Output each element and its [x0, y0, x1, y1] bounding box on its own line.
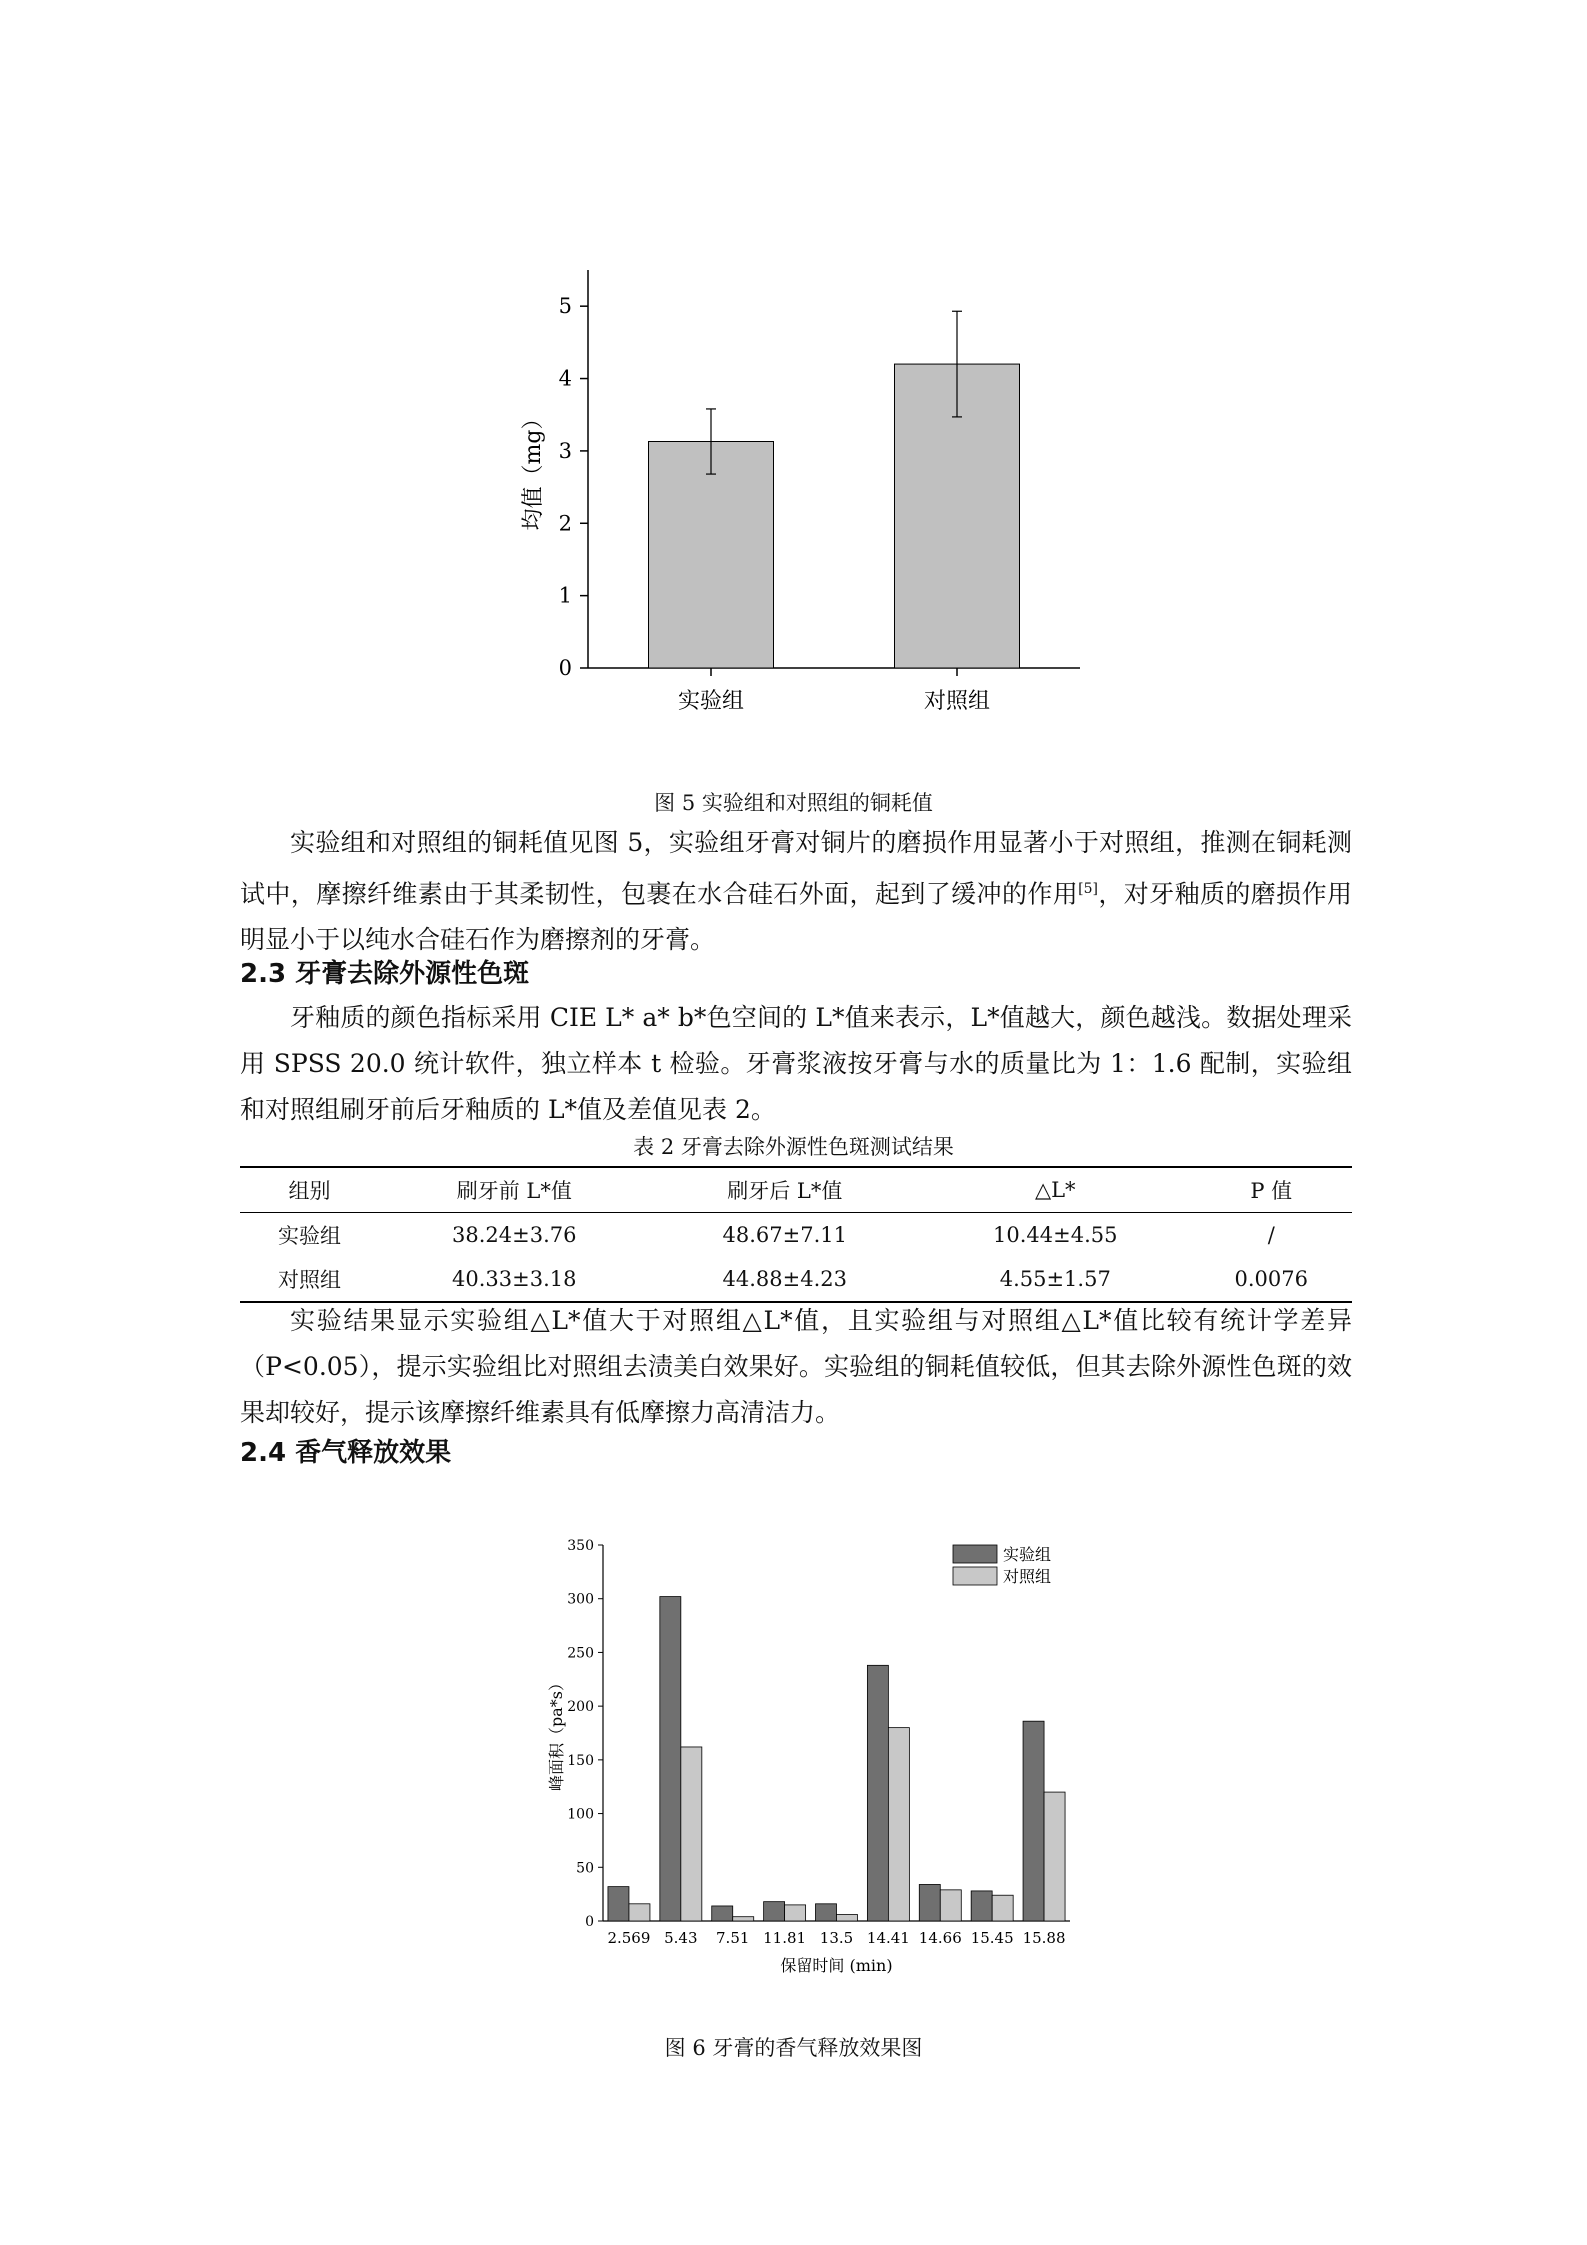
y-tick-label: 100 [567, 1806, 594, 1823]
bar-control [992, 1895, 1013, 1921]
table-header-cell: 刷牙前 L*值 [379, 1167, 650, 1213]
bar-experimental [971, 1891, 992, 1921]
table-header-cell: 组别 [240, 1167, 379, 1213]
y-tick-label: 50 [576, 1860, 594, 1877]
table-cell: / [1267, 1223, 1275, 1247]
x-tick-label: 15.45 [970, 1929, 1014, 1947]
table-row [240, 1257, 1352, 1302]
legend-swatch [953, 1545, 997, 1563]
bar-experimental [712, 1906, 733, 1921]
bar-experimental [660, 1597, 681, 1921]
legend-label: 对照组 [1003, 1567, 1052, 1586]
table-cell: 实验组 [278, 1224, 341, 1248]
x-tick-label: 2.569 [607, 1929, 651, 1947]
y-tick-label: 5 [558, 294, 572, 319]
table-cell: 44.88±4.23 [650, 1257, 921, 1302]
table2 [240, 1166, 1352, 1303]
table-cell: 40.33±3.18 [379, 1257, 650, 1302]
y-tick-label: 200 [567, 1699, 594, 1716]
table-cell: 4.55±1.57 [920, 1257, 1191, 1302]
bar-control [1044, 1792, 1065, 1921]
citation-ref[interactable]: [5] [1078, 881, 1098, 897]
bar [649, 442, 774, 668]
x-tick-label: 5.43 [664, 1929, 698, 1947]
x-tick-label: 实验组 [677, 689, 745, 714]
x-tick-label: 14.66 [918, 1929, 962, 1947]
figure5-caption: 图 5 实验组和对照组的铜耗值 [654, 791, 933, 815]
x-tick-label: 11.81 [763, 1929, 807, 1947]
x-tick-label: 14.41 [866, 1929, 910, 1947]
table-header-cell: △L* [920, 1167, 1191, 1213]
y-tick-label: 0 [585, 1914, 594, 1930]
bar-experimental [919, 1884, 940, 1921]
y-tick-label: 350 [567, 1538, 594, 1554]
x-tick-label: 对照组 [923, 689, 991, 714]
bar-control [837, 1915, 858, 1921]
y-tick-label: 1 [558, 583, 572, 608]
legend-swatch [953, 1567, 997, 1585]
figure5-chart [500, 260, 1120, 720]
y-axis-label: 均值（mg） [521, 407, 546, 531]
table-header-cell: 刷牙后 L*值 [650, 1167, 921, 1213]
section-heading-2-4: 2.4 香气释放效果 [240, 1438, 452, 1468]
table-header-row [240, 1167, 1352, 1213]
y-tick-label: 3 [558, 438, 572, 463]
figure6-caption: 图 6 牙膏的香气释放效果图 [664, 2036, 923, 2060]
y-tick-label: 300 [567, 1591, 594, 1608]
y-tick-label: 0 [558, 656, 572, 680]
bar-control [940, 1890, 961, 1921]
bar-experimental [764, 1902, 785, 1921]
table-row [240, 1213, 1352, 1258]
bar-experimental [608, 1887, 629, 1921]
bar-control [681, 1747, 702, 1921]
table-cell: 10.44±4.55 [993, 1223, 1118, 1247]
paragraph-results: 实验结果显示实验组△L*值大于对照组△L*值，且实验组与对照组△L*值比较有统计学差异（P<0.05），提示实验组比对照组去渍美白效果好。实验组的铜耗值较低，但其去除外源性色斑的效果却较好，提示该摩擦纤维素具有低摩擦力高清洁力。 [240, 1306, 1352, 1427]
section-heading-2-3: 2.3 牙膏去除外源性色斑 [240, 959, 530, 989]
legend-label: 实验组 [1003, 1545, 1052, 1564]
bar-experimental [1023, 1721, 1044, 1921]
y-tick-label: 4 [558, 366, 572, 391]
paragraph-color-method: 牙釉质的颜色指标采用 CIE L* a* b*色空间的 L*值来表示，L*值越大，颜色越浅。数据处理采用 SPSS 20.0 统计软件，独立样本 t 检验。牙膏浆液按牙膏与水的质量比为 1：1.6 配制，实验组和对照组刷牙前后牙釉质的 L*值及差值见表 2。 [240, 1003, 1352, 1124]
table-cell: 38.24±3.76 [452, 1223, 577, 1247]
x-tick-label: 15.88 [1022, 1929, 1066, 1947]
x-tick-label: 7.51 [716, 1929, 750, 1947]
y-tick-label: 250 [567, 1645, 594, 1662]
paragraph-copper-loss: 实验组和对照组的铜耗值见图 5，实验组牙膏对铜片的磨损作用显著小于对照组，推测在铜耗测试中，摩擦纤维素由于其柔韧性，包裹在水合硅石外面，起到了缓冲的作用[5]，对牙釉质的磨损作用明显小于以纯水合硅石作为磨擦剂的牙膏。 [240, 828, 1352, 955]
table-header-cell: P 值 [1191, 1167, 1352, 1213]
table-cell: 对照组 [240, 1257, 379, 1302]
bar-experimental [867, 1665, 888, 1921]
table-cell: 48.67±7.11 [722, 1223, 847, 1247]
table2-caption: 表 2 牙膏去除外源性色斑测试结果 [633, 1135, 954, 1159]
y-axis-label: 峰面积（pa*s） [547, 1675, 566, 1791]
bar-control [733, 1917, 754, 1921]
bar-control [785, 1905, 806, 1921]
bar-control [888, 1728, 909, 1921]
y-tick-label: 2 [558, 511, 572, 536]
x-axis-label: 保留时间 (min) [780, 1956, 893, 1975]
y-tick-label: 150 [567, 1752, 594, 1769]
bar-control [629, 1904, 650, 1921]
bar-experimental [816, 1904, 837, 1921]
x-tick-label: 13.5 [819, 1929, 854, 1947]
figure6-chart [540, 1530, 1100, 1990]
table-cell: 0.0076 [1191, 1257, 1352, 1302]
